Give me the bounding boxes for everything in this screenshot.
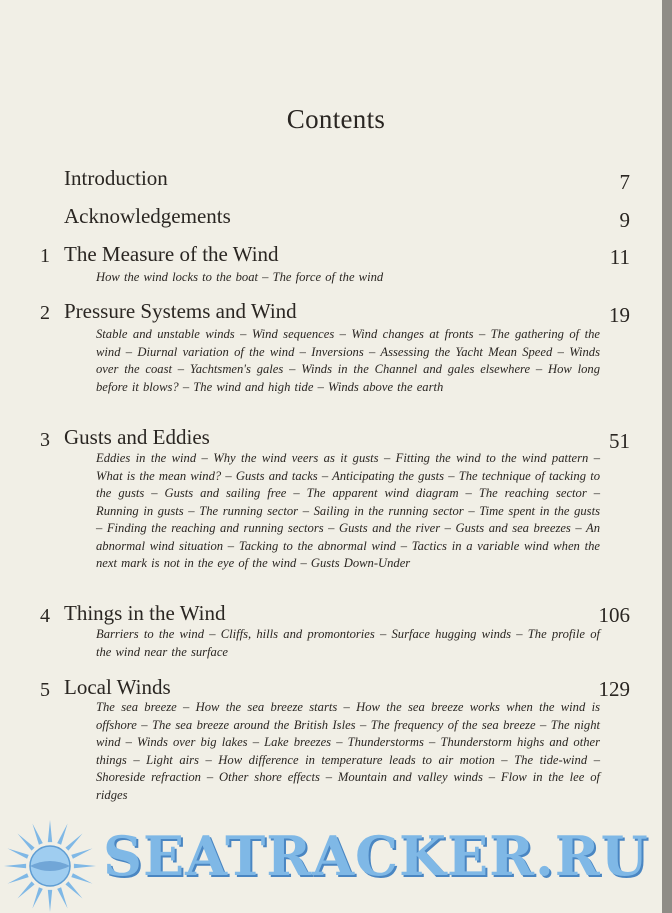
toc-entry-chapter-5[interactable] xyxy=(0,675,662,805)
chapter-topics: Stable and unstable winds – Wind sequences – Wind changes at fronts – The gathering of the wind – Diurnal variation of the wind – Inversions – Assessing the Yacht Mean Speed – Winds over the coast – Yachtsmen's gales – Winds in the Channel and gales elsewhere – How long before it blows? – The wind and high tide – Winds above the earth xyxy=(96,327,600,394)
entry-page-number: 7 xyxy=(619,170,630,194)
watermark-text: SEATRACKER.RU xyxy=(103,824,649,888)
entry-heading: Pressure Systems and Wind xyxy=(64,299,297,323)
chapter-number: 5 xyxy=(40,679,50,701)
toc-entry-chapter-1[interactable] xyxy=(0,242,662,292)
entry-page-number: 9 xyxy=(619,208,630,232)
entry-heading: Local Winds xyxy=(64,675,171,699)
chapter-topics: How the wind locks to the boat – The force of the wind xyxy=(96,270,384,284)
entry-heading: The Measure of the Wind xyxy=(64,242,279,266)
entry-page-number: 106 xyxy=(598,603,630,627)
page-title: Contents xyxy=(286,104,386,134)
toc-entry-chapter-2[interactable] xyxy=(0,299,662,414)
chapter-number: 1 xyxy=(40,245,50,267)
page-edge xyxy=(662,0,672,913)
chapter-number: 3 xyxy=(40,429,50,451)
toc-entry-introduction[interactable] xyxy=(0,166,662,196)
entry-page-number: 11 xyxy=(609,245,630,269)
sun-icon xyxy=(0,812,100,913)
toc-entry-chapter-4[interactable] xyxy=(0,601,662,663)
entry-page-number: 129 xyxy=(598,677,630,701)
entry-heading: Things in the Wind xyxy=(64,601,226,625)
entry-heading: Introduction xyxy=(64,166,168,190)
chapter-topics: The sea breeze – How the sea breeze starts – How the sea breeze works when the wind is offshore – The sea breeze around the British Isles – The frequency of the sea breeze – The night wind – Winds over big lakes – Lake breezes – Thunderstorms – Thunderstorm highs and other things – Light airs – How difference in temperature leads to air motion – The tide-wind – Shoreside refraction – Other shore effects – Mountain and valley winds – Flow in the lee of ridges xyxy=(96,700,600,802)
entry-page-number: 51 xyxy=(609,429,630,453)
entry-page-number: 19 xyxy=(609,303,630,327)
chapter-number: 4 xyxy=(40,605,50,627)
chapter-number: 2 xyxy=(40,302,50,324)
toc-entry-chapter-3[interactable] xyxy=(0,425,662,595)
toc-entry-acknowledgements[interactable] xyxy=(0,204,662,234)
chapter-topics: Eddies in the wind – Why the wind veers as it gusts – Fitting the wind to the wind pattern – What is the mean wind? – Gusts and tacks – Anticipating the gusts – The technique of tacking to the gusts – Gusts and sailing free – The apparent wind diagram – The reaching sector – Running in gusts – The running sector – Sailing in the running sector – Time spent in the gusts – Finding the reaching and running sectors – Gusts and the river – Gusts and sea breezes – An abnormal wind situation – Tacking to the abnormal wind – Tactics in a variable wind when the next mark is not in the eye of the wind – Gusts Down-Under xyxy=(96,451,600,570)
chapter-topics: Barriers to the wind – Cliffs, hills and promontories – Surface hugging winds – The profile of the wind near the surface xyxy=(96,627,600,659)
entry-heading: Acknowledgements xyxy=(64,204,231,228)
entry-heading: Gusts and Eddies xyxy=(64,425,210,449)
